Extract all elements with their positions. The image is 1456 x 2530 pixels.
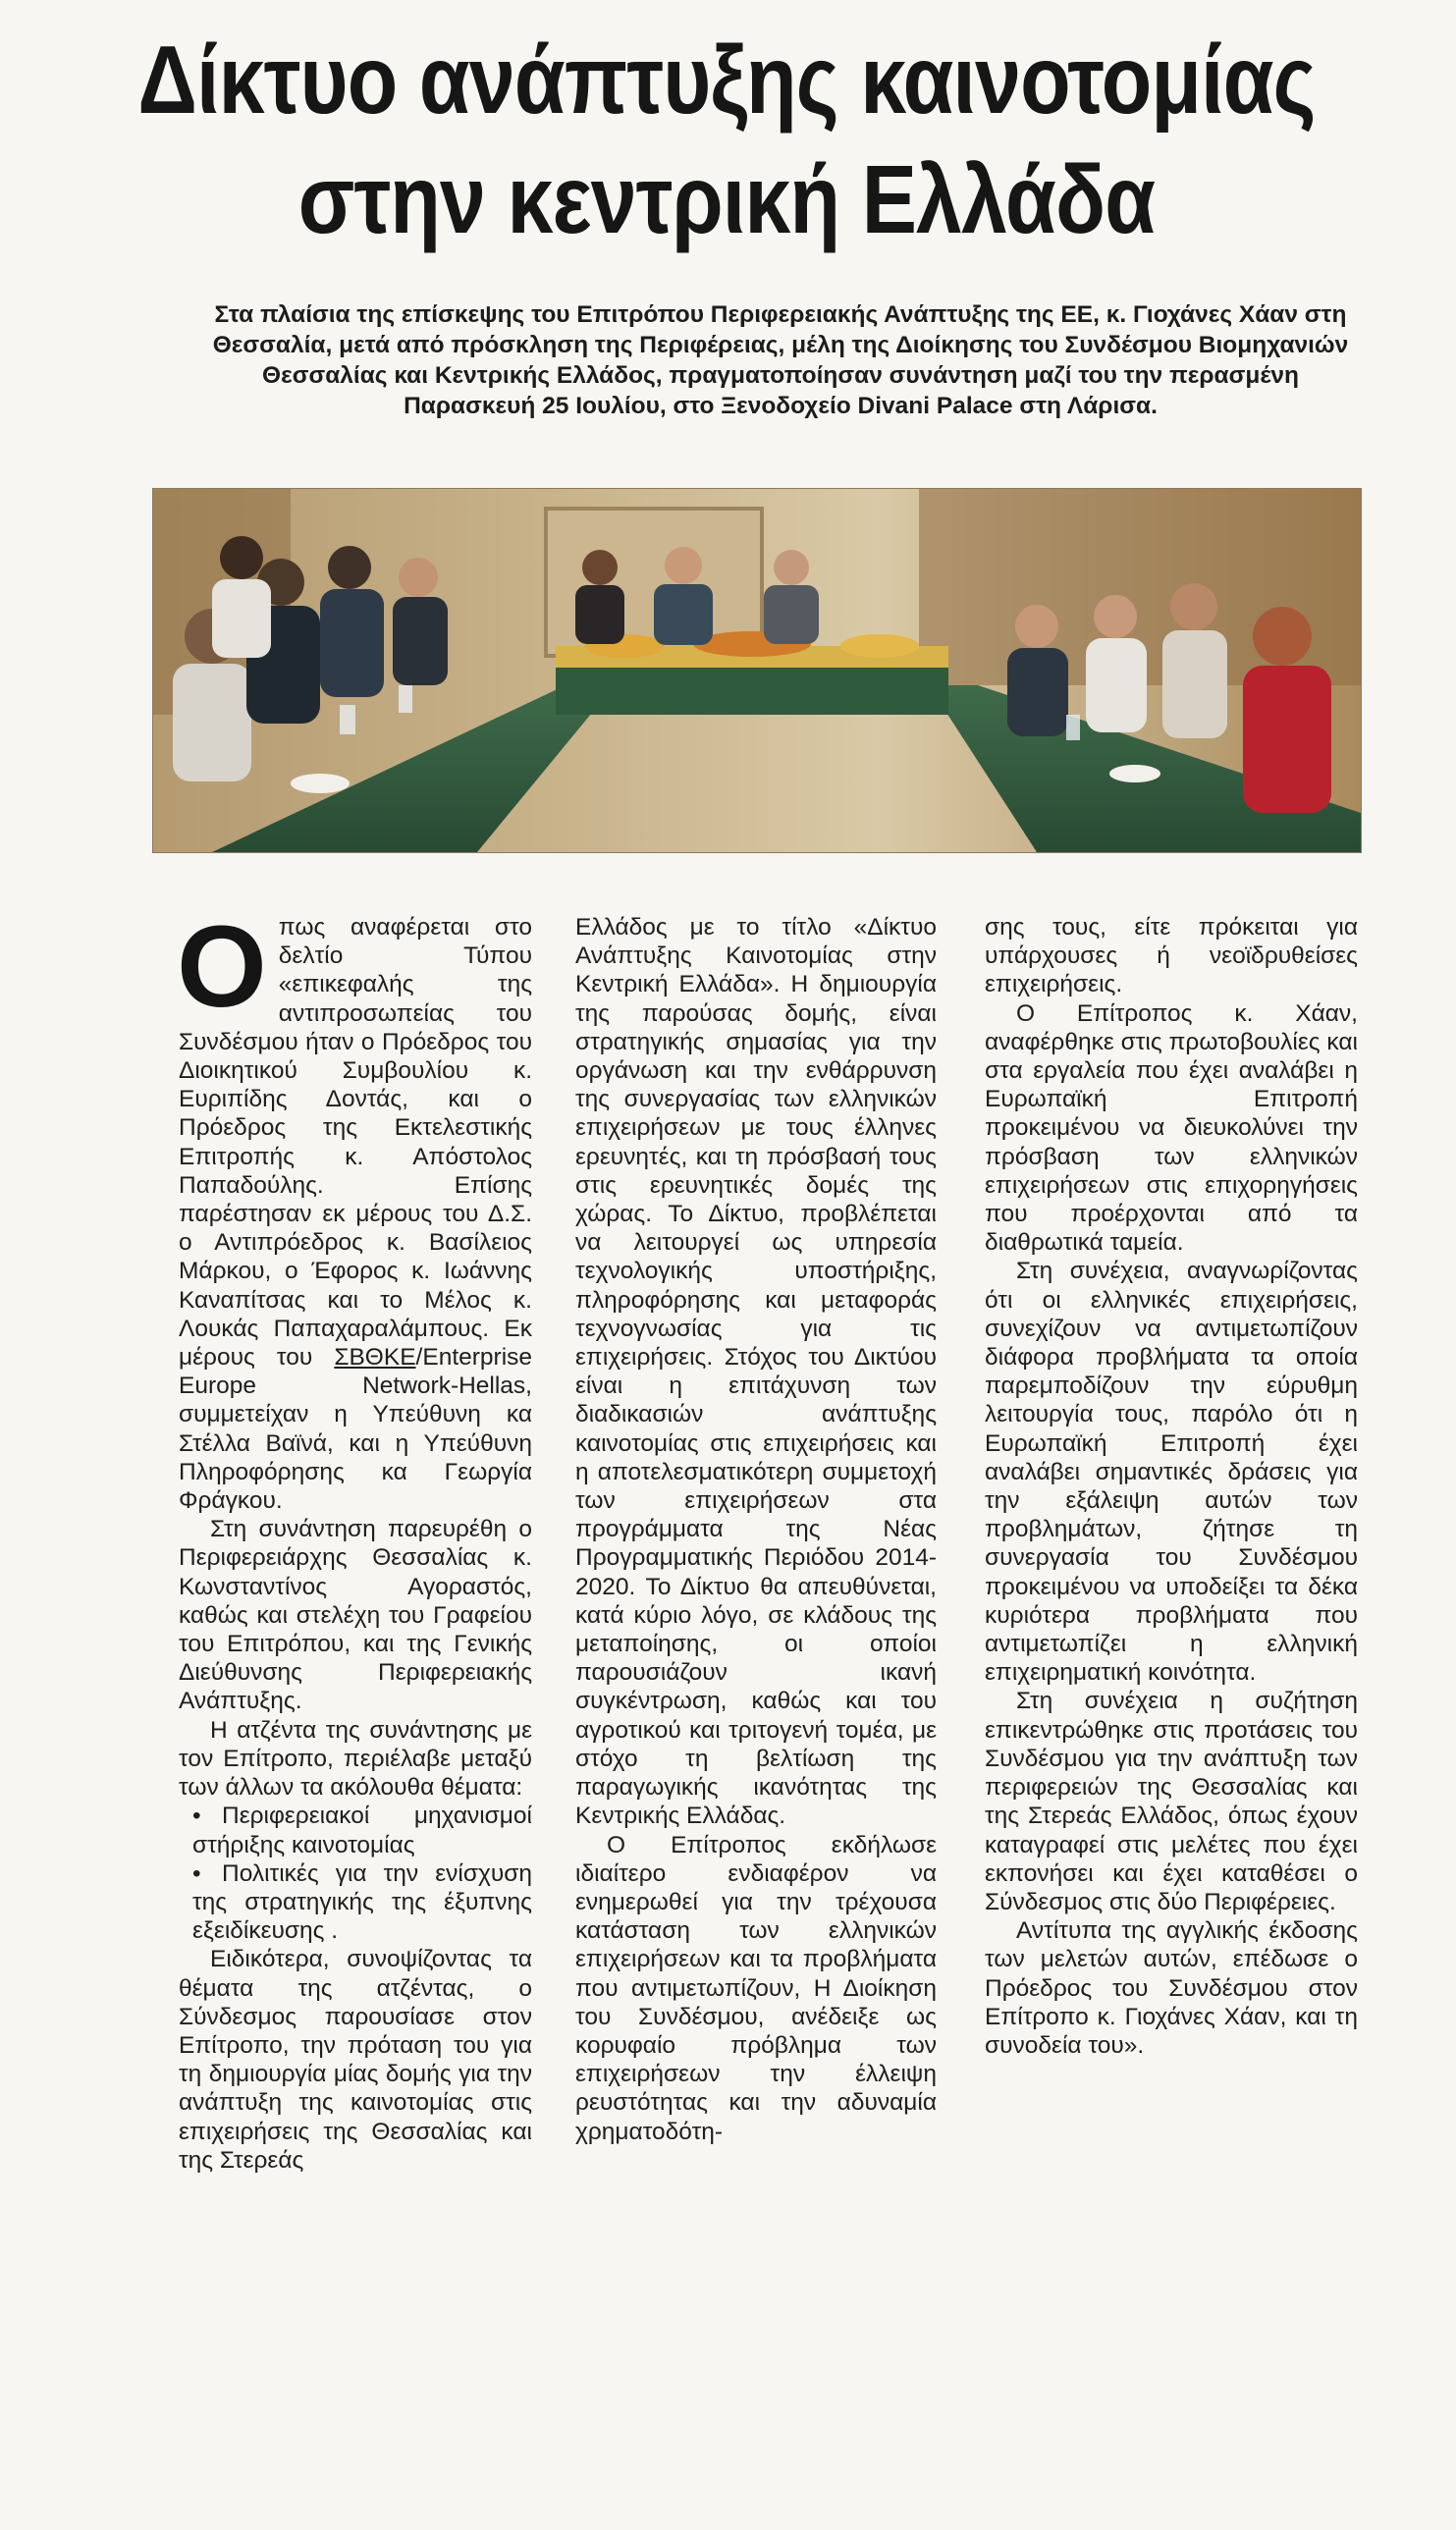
article-column-3 xyxy=(985,913,1358,2060)
paragraph: Αντίτυπα της αγγλικής έκδοσης των μελετών αυτών, επέδωσε ο Πρόεδρος του Συνδέσμου στον Επίτροπο κ. Γιοχάνες Χάαν, και τη συνοδεία του». xyxy=(985,1917,1358,2059)
bullet-dot: • xyxy=(192,1859,201,1887)
paragraph: Στη συνέχεια, αναγνωρίζοντας ότι οι ελληνικές επιχειρήσεις, συνεχίζουν να αντιμετωπίζουν διάφορα προβλήματα τα οποία παρεμποδίζουν την εύρυθμη λειτουργία τους, παρόλο ότι η Ευρωπαϊκή Επιτροπή έχει αναλάβει σημαντικές δράσεις για την εξάλειψη αυτών των προβλημάτων, ζήτησε τη συνεργασία του Συνδέσμου προκειμένου να υποδείξει τα δέκα κυριότερα προβλήματα που αντιμετωπίζει η ελληνική επιχειρηματική κοινότητα. xyxy=(985,1258,1358,1687)
paragraph: σης τους, είτε πρόκειται για υπάρχουσες ή νεοϊδρυθείσες επιχειρήσεις. xyxy=(985,914,1358,998)
bullet-item xyxy=(179,1802,532,1858)
bullet-text: Περιφερειακοί μηχανισμοί στήριξης καινοτομίας xyxy=(192,1803,532,1858)
underlined-acronym: ΣΒΘΚΕ xyxy=(334,1344,416,1372)
paragraph xyxy=(177,902,533,1515)
paragraph: Ο Επίτροπος εκδήλωσε ιδιαίτερο ενδιαφέρον να ενημερωθεί για την τρέχουσα κατάσταση των ελληνικών επιχειρήσεων και τα προβλήματα που αντιμετωπίζουν, Η Διοίκηση του Συνδέσμου, ανέδειξε ως κορυφαίο πρόβλημα των επιχειρήσεων την έλλειψη ρευστότητας και την αδυναμία χρηματοδότη- xyxy=(575,1831,937,2145)
lead-paragraph: Στα πλαίσια της επίσκεψης του Επιτρόπου Περιφερειακής Ανάπτυξης της ΕΕ, κ. Γιοχάνες Χάαν στη Θεσσαλία, μετά από πρόσκληση της Περιφέρειας, μέλη της Διοίκησης του Συνδέσμου Βιομηχανιών Θεσσαλίας και Κεντρικής Ελλάδος, πραγματοποίησαν συνάντηση μαζί του την περασμένη Παρασκευή 25 Ιουλίου, στο Ξενοδοχείο Divani Palace στη Λάρισα. xyxy=(212,301,1349,419)
meeting-photo xyxy=(152,488,1362,853)
bullet-item xyxy=(179,1859,532,1946)
meeting-photo-image xyxy=(153,489,1361,852)
article-column-2 xyxy=(575,913,937,2146)
paragraph-text: /Enterprise Europe Network-Hellas, συμμετείχαν η Υπεύθυνη κα Στέλλα Βαϊνά, και η Υπεύθυνη Πληροφόρησης κα Γεωργία Φράγκου. xyxy=(179,1344,533,1515)
bullet-dot: • xyxy=(192,1803,201,1830)
paragraph: Ελλάδος με το τίτλο «Δίκτυο Ανάπτυξης Καινοτομίας στην Κεντρική Ελλάδα». Η δημιουργία της παρούσας δομής, είναι στρατηγικής σημασίας για την οργάνωση και την ενθάρρυνση της συνεργασίας των ελληνικών επιχειρήσεων με τους έλληνες ερευνητές, και τη πρόσβασή τους στις ερευνητικές δομές της χώρας. Το Δίκτυο, προβλέπεται να λειτουργεί ως υπηρεσία τεχνολογικής υποστήριξης, πληροφόρησης και μεταφοράς τεχνογνωσίας για τις επιχειρήσεις. Στόχος του Δικτύου είναι η επιτάχυνση των διαδικασιών ανάπτυξης καινοτομίας στις επιχειρήσεις και η αποτελεσματικότερη συμμετοχή των επιχειρήσεων στα προγράμματα της Νέας Προγραμματικής Περιόδου 2014-2020. Το Δίκτυο θα απευθύνεται, κατά κύριο λόγο, σε κλάδους της μεταποίησης, οι οποίοι παρουσιάζουν ικανή συγκέντρωση, καθώς και του αγροτικού και τριτογενή τομέα, με στόχο τη βελτίωση της παραγωγικής ικανότητας της Κεντρικής Ελλάδας. xyxy=(575,914,937,1830)
paragraph: Στη συνάντηση παρευρέθη ο Περιφερειάρχης Θεσσαλίας κ. Κωνσταντίνος Αγοραστός, καθώς και στελέχη του Γραφείου του Επιτρόπου, και της Γενικής Διεύθυνσης Περιφερειακής Ανάπτυξης. xyxy=(179,1516,532,1715)
headline-line-1: Δίκτυο ανάπτυξης καινοτομίας xyxy=(137,26,1316,134)
paragraph: Στη συνέχεια η συζήτηση επικεντρώθηκε στις προτάσεις του Συνδέσμου για την ανάπτυξη των περιφερειών της Θεσσαλίας και της Στερεάς Ελλάδος, όπως έχουν καταγραφεί στις μελέτες που έχει εκπονήσει και έχει καταθέσει ο Σύνδεσμος στις δύο Περιφέρειες. xyxy=(985,1688,1358,1915)
paragraph: Ο Επίτροπος κ. Χάαν, αναφέρθηκε στις πρωτοβουλίες και στα εργαλεία που έχει αναλάβει η Ευρωπαϊκή Επιτροπή προκειμένου να διευκολύνει την πρόσβαση των ελληνικών επιχειρήσεων στις επιχορηγήσεις που προέρχονται από τα διαθρωτικά ταμεία. xyxy=(985,999,1358,1257)
article-column-1 xyxy=(177,902,533,2175)
paragraph: Η ατζέντα της συνάντησης με τον Επίτροπο, περιέλαβε μεταξύ των άλλων τα ακόλουθα θέματα: xyxy=(179,1716,532,1802)
bullet-text: Πολιτικές για την ενίσχυση της στρατηγικής της έξυπνης εξειδίκευσης . xyxy=(192,1859,532,1945)
dropcap: Ο xyxy=(177,902,267,1032)
paragraph-text: πως αναφέρεται στο δελτίο Τύπου «επικεφαλής της αντιπροσωπείας του Συνδέσμου ήταν ο Πρόεδρος του Διοικητικού Συμβουλίου κ. Ευριπίδης Δοντάς, και ο Πρόεδρος της Εκτελεστικής Επιτροπής κ. Απόστολος Παπαδούλης. Επίσης παρέστησαν εκ μέρους του Δ.Σ. ο Αντιπρόεδρος κ. Βασίλειος Μάρκου, ο Έφορος κ. Ιωάννης Καναπίτσας και το Μέλος κ. Λουκάς Παπαχαραλάμπους. Εκ μέρους του xyxy=(179,914,532,1372)
headline-line-2: στην κεντρική Ελλάδα xyxy=(297,145,1156,253)
headline xyxy=(135,20,1318,259)
paragraph: Ειδικότερα, συνοψίζοντας τα θέματα της ατζέντας, ο Σύνδεσμος παρουσίασε στον Επίτροπο, την πρόταση του για τη δημιουργία μίας δομής για την ανάπτυξη της καινοτομίας στις επιχειρήσεις της Θεσσαλίας και της Στερεάς xyxy=(179,1946,532,2174)
